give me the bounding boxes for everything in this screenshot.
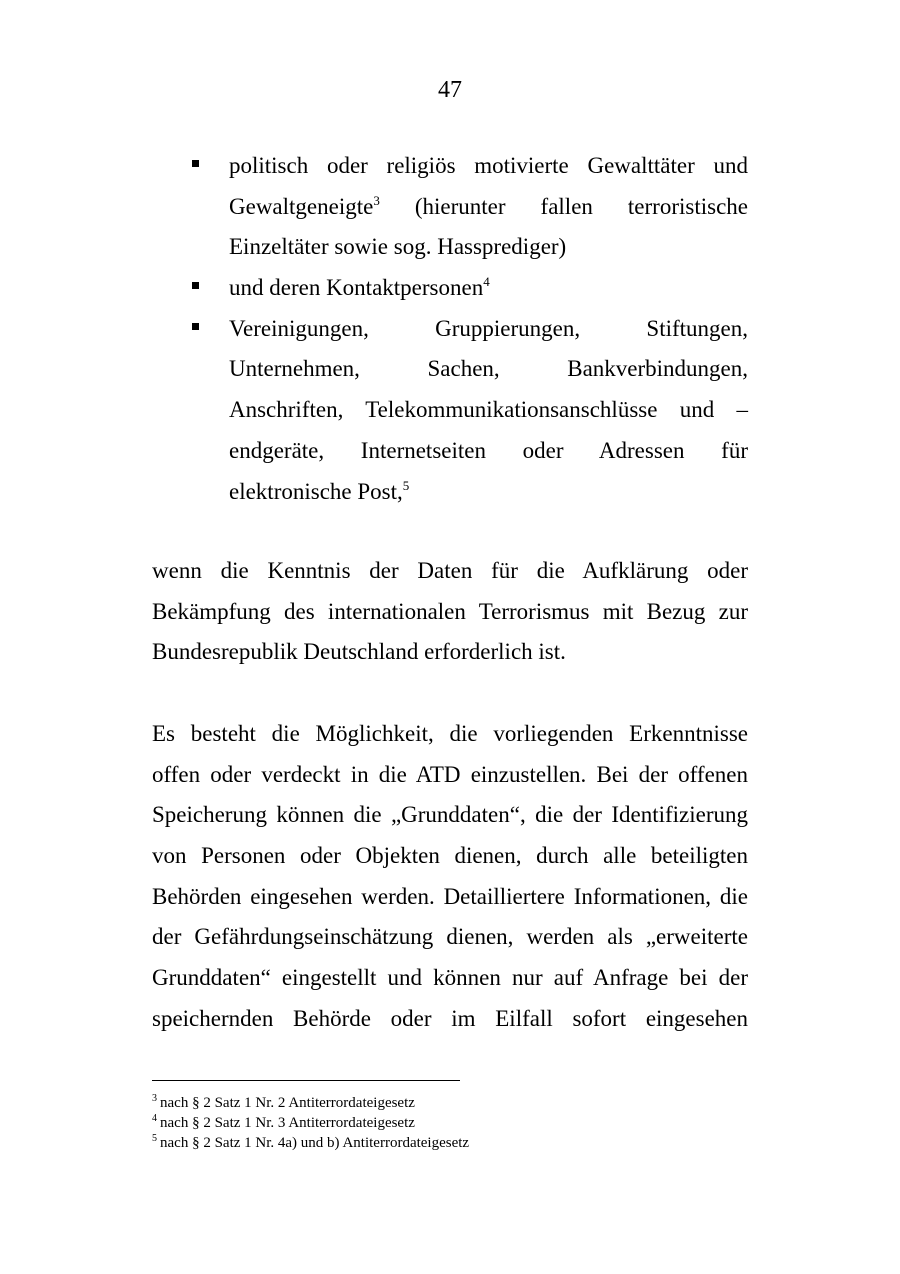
paragraph-line: Bundesrepublik Deutschland erforderlich ist. <box>152 639 566 665</box>
footnote-separator <box>152 1080 460 1081</box>
bullet-item <box>152 309 748 512</box>
footnote-reference: 4 <box>483 274 490 290</box>
square-bullet-icon <box>192 160 199 167</box>
paragraph-line: von Personen oder Objekten dienen, durch alle beteiligten <box>152 843 748 869</box>
footnote-mark: 3 <box>152 1093 157 1104</box>
bullet-item <box>152 268 748 309</box>
footnote <box>152 1093 752 1113</box>
paragraph-line: der Gefährdungseinschätzung dienen, werden als „erweiterte <box>152 924 748 950</box>
bullet-line: Gewaltgeneigte$^3$ (hierunter fallen terroristische <box>229 192 748 219</box>
bullet-line: Vereinigungen, Gruppierungen, Stiftungen, <box>229 315 748 341</box>
paragraph-line: Grunddaten“ eingestellt und können nur auf Anfrage bei der <box>152 965 748 991</box>
bullet-line: Unternehmen, Sachen, Bankverbindungen, <box>229 356 748 382</box>
bullet-item <box>152 146 748 268</box>
paragraph-line: wenn die Kenntnis der Daten für die Aufklärung oder <box>152 558 748 583</box>
paragraph-conditions <box>152 551 748 673</box>
footnote-mark: 4 <box>152 1113 157 1124</box>
footnote-reference: 5 <box>402 477 410 493</box>
bullet-line: elektronische Post,$^5$ <box>229 477 410 504</box>
bullet-line: Anschriften, Telekommunikationsanschlüsse und – <box>229 397 748 423</box>
footnote-text: nach § 2 Satz 1 Nr. 4a) und b) Antiterrordateigesetz <box>160 1135 470 1151</box>
footnote-text: nach § 2 Satz 1 Nr. 3 Antiterrordateigesetz <box>160 1115 415 1131</box>
footnote <box>152 1133 752 1153</box>
paragraph-line: Bekämpfung des internationalen Terrorismus mit Bezug zur <box>152 598 748 624</box>
bullet-line: und deren Kontaktpersonen$^4$ <box>229 274 490 301</box>
footnote <box>152 1113 752 1133</box>
paragraph-line: speichernden Behörde oder im Eilfall sofort eingesehen <box>152 1005 748 1031</box>
footnote-mark: 5 <box>152 1133 157 1144</box>
paragraph-storage <box>152 714 748 1040</box>
paragraph-line: Speicherung können die „Grunddaten“, die der Identifizierung <box>152 802 748 828</box>
square-bullet-icon <box>192 282 199 289</box>
paragraph-line: Behörden eingesehen werden. Detailliertere Informationen, die <box>152 883 748 909</box>
footnote-reference: 3 <box>373 192 380 208</box>
bullet-line: politisch oder religiös motivierte Gewalttäter und <box>229 153 748 178</box>
paragraph-line: offen oder verdeckt in die ATD einzustellen. Bei der offenen <box>152 761 748 787</box>
bullet-list <box>152 146 748 512</box>
square-bullet-icon <box>192 323 199 330</box>
footnote-text: nach § 2 Satz 1 Nr. 2 Antiterrordateigesetz <box>160 1095 415 1111</box>
paragraph-line: Es besteht die Möglichkeit, die vorliegenden Erkenntnisse <box>152 721 748 746</box>
footnotes <box>152 1093 752 1153</box>
page-number: 47 <box>438 77 462 103</box>
bullet-line: endgeräte, Internetseiten oder Adressen für <box>229 437 748 463</box>
bullet-line: Einzeltäter sowie sog. Hassprediger) <box>229 234 567 260</box>
